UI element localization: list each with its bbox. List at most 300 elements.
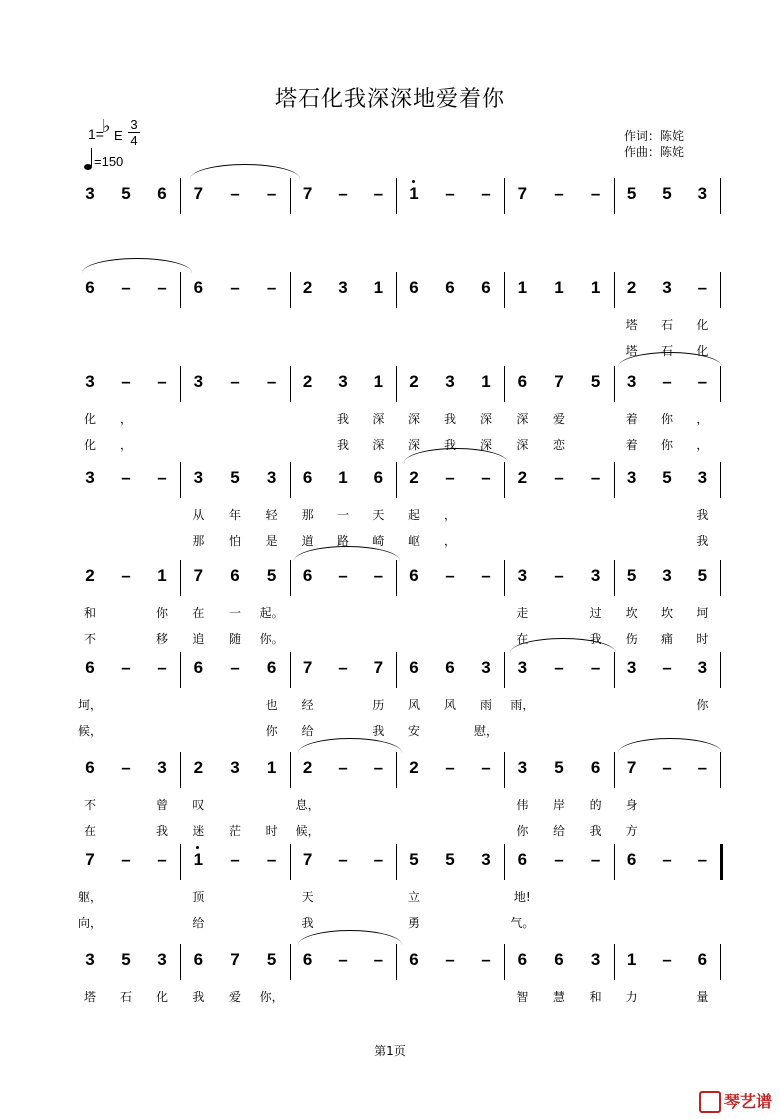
note: 7 (302, 184, 313, 203)
note: 3 (157, 758, 167, 777)
dash: – (266, 372, 277, 391)
lyric-syllable: 顶 (192, 890, 205, 904)
lyric-syllable: ， (696, 438, 709, 452)
dash: – (157, 468, 167, 487)
dash: – (373, 566, 384, 585)
note: 3 (85, 372, 95, 391)
note: 3 (193, 468, 204, 487)
note: 3 (697, 184, 708, 203)
note: 6 (230, 566, 240, 585)
note: 5 (121, 950, 131, 969)
lyric-syllable: 在 (192, 606, 205, 620)
bar-line (504, 652, 505, 688)
score-row (0, 178, 780, 218)
lyric-syllable: 时 (265, 824, 278, 838)
note: 3 (626, 658, 637, 677)
score-row (0, 560, 780, 600)
bar-line (720, 752, 721, 788)
lyric-syllable: 我 (696, 508, 709, 522)
dash: – (481, 758, 491, 777)
dash: – (662, 758, 672, 777)
note: 1 (481, 372, 491, 391)
note: 3 (697, 658, 708, 677)
lyric-syllable: 量 (696, 990, 709, 1004)
tie-slur (190, 164, 300, 179)
dash: – (373, 950, 384, 969)
dash: – (662, 950, 672, 969)
score-row (0, 272, 780, 312)
dash: – (266, 278, 277, 297)
lyric-syllable: 安 (407, 724, 420, 738)
note: 1 (373, 372, 384, 391)
lyric-syllable: 你 (516, 824, 529, 838)
score-row (0, 462, 780, 502)
dash: – (481, 184, 491, 203)
flat-symbol: ♭ (102, 116, 111, 136)
lyric-syllable: 智 (516, 990, 529, 1004)
lyric-syllable: 给 (301, 724, 314, 738)
note: 6 (554, 950, 564, 969)
tie-slur (82, 258, 192, 273)
bar-line (180, 178, 181, 214)
lyric-syllable: 坷 (696, 606, 709, 620)
lyric-syllable: 我 (696, 534, 709, 548)
bar-line (504, 752, 505, 788)
dash: – (445, 758, 455, 777)
note: 5 (409, 850, 419, 869)
bar-line (504, 560, 505, 596)
note: 5 (266, 566, 277, 585)
note: 2 (302, 758, 313, 777)
note: 5 (590, 372, 601, 391)
lyric-syllable: 坷， (77, 698, 102, 712)
lyric-syllable: 和 (589, 990, 602, 1004)
note: 6 (85, 658, 95, 677)
lyric-syllable: 深 (479, 438, 492, 452)
lyric-syllable: 躯， (77, 890, 102, 904)
note: 5 (554, 758, 564, 777)
lyric-syllable: 我 (192, 990, 205, 1004)
note: 3 (85, 468, 95, 487)
note: 3 (338, 278, 348, 297)
lyric-syllable: 爱 (552, 412, 565, 426)
note: 2 (85, 566, 95, 585)
note: 5 (445, 850, 455, 869)
note: 7 (554, 372, 564, 391)
dash: – (157, 372, 167, 391)
note: 3 (445, 372, 455, 391)
note: 3 (85, 184, 95, 203)
lyric-syllable: 过 (589, 606, 602, 620)
lyric-syllable: 力 (625, 990, 638, 1004)
lyric-syllable: 天 (372, 508, 385, 522)
bar-line (396, 944, 397, 980)
note: 3 (697, 468, 708, 487)
lyric-syllable: 和 (83, 606, 96, 620)
bar-line (290, 462, 291, 498)
lyric-syllable: 道 (301, 534, 314, 548)
lyric-syllable: 深 (372, 438, 385, 452)
dash: – (481, 468, 491, 487)
lyric-syllable: 深 (407, 412, 420, 426)
note: 6 (590, 758, 601, 777)
lyric-syllable: 你 (660, 438, 673, 452)
lyric-syllable: 方 (625, 824, 638, 838)
page-number: 第1页 (374, 1044, 406, 1058)
note: 6 (193, 950, 204, 969)
lyric-syllable: 经 (301, 698, 314, 712)
lyric-syllable: 身 (625, 798, 638, 812)
note: 1 (186, 850, 210, 870)
bar-line (614, 944, 615, 980)
note: 3 (590, 566, 601, 585)
note: 3 (662, 278, 672, 297)
note: 7 (193, 566, 204, 585)
bar-line (180, 560, 181, 596)
time-signature (128, 118, 140, 147)
lyric-syllable: 深 (516, 438, 529, 452)
bar-line (180, 752, 181, 788)
dash: – (373, 184, 384, 203)
site-logo (699, 1089, 772, 1114)
bar-line (396, 844, 397, 880)
dash: – (590, 850, 601, 869)
bar-line (396, 752, 397, 788)
lyric-syllable: 痛 (660, 632, 673, 646)
bar-line (504, 178, 505, 214)
note: 6 (302, 950, 313, 969)
note: 6 (409, 278, 419, 297)
bar-line (180, 366, 181, 402)
note: 5 (662, 184, 672, 203)
lyric-syllable: 候， (77, 724, 102, 738)
lyric-syllable: 走 (516, 606, 529, 620)
lyric-syllable: 我 (336, 438, 349, 452)
lyric-syllable: 深 (372, 412, 385, 426)
tempo-marking: =150 (94, 154, 124, 169)
bar-line (614, 272, 615, 308)
note: 6 (193, 278, 204, 297)
dash: – (445, 950, 455, 969)
dash: – (481, 566, 491, 585)
lyric-syllable: 我 (443, 438, 456, 452)
note: 1 (402, 184, 426, 204)
dash: – (230, 850, 240, 869)
dash: – (697, 850, 708, 869)
note: 7 (85, 850, 95, 869)
dash: – (338, 758, 348, 777)
note: 2 (626, 278, 637, 297)
note: 7 (517, 184, 528, 203)
note: 2 (409, 372, 419, 391)
lyric-syllable: 我 (589, 824, 602, 838)
bar-line (720, 652, 721, 688)
lyric-syllable: 深 (407, 438, 420, 452)
dash: – (590, 468, 601, 487)
note: 5 (697, 566, 708, 585)
note: 6 (626, 850, 637, 869)
lyric-syllable: 我 (443, 412, 456, 426)
bar-line (504, 272, 505, 308)
lyric-syllable: 化 (155, 990, 168, 1004)
bar-line (614, 844, 615, 880)
note: 6 (517, 950, 528, 969)
composer: 作曲：陈姹 (624, 145, 685, 159)
note: 3 (517, 758, 528, 777)
lyric-syllable: ， (119, 412, 132, 426)
lyric-syllable: ， (696, 412, 709, 426)
dash: – (554, 468, 564, 487)
lyric-syllable: 一 (336, 508, 349, 522)
bar-line (720, 944, 721, 980)
lyric-syllable: ， (443, 508, 456, 522)
note: 6 (445, 278, 455, 297)
lyric-syllable: 风 (407, 698, 420, 712)
note: 3 (517, 658, 528, 677)
bar-line (396, 652, 397, 688)
note: 3 (230, 758, 240, 777)
note: 6 (85, 278, 95, 297)
note: 3 (85, 950, 95, 969)
bar-line (396, 178, 397, 214)
lyric-syllable: 你 (696, 698, 709, 712)
dash: – (590, 658, 601, 677)
lyric-syllable: 气。 (510, 916, 535, 930)
meter-top: 3 (130, 117, 138, 132)
note: 6 (445, 658, 455, 677)
lyric-syllable: 岸 (552, 798, 565, 812)
lyric-syllable: 起。 (259, 606, 284, 620)
lyric-syllable: 崎 (372, 534, 385, 548)
note: 5 (266, 950, 277, 969)
lyric-syllable: 一 (228, 606, 241, 620)
lyric-syllable: 化 (83, 438, 96, 452)
lyric-syllable: 塔 (625, 318, 638, 332)
lyric-syllable: 岖 (407, 534, 420, 548)
note: 7 (626, 758, 637, 777)
lyric-syllable: 我 (372, 724, 385, 738)
note: 2 (302, 372, 313, 391)
lyric-syllable: 深 (479, 412, 492, 426)
song-title: 塔石化我深深地爱着你 (274, 87, 505, 112)
dash: – (554, 658, 564, 677)
lyric-syllable: 移 (155, 632, 168, 646)
dash: – (697, 278, 708, 297)
key-signature (88, 116, 123, 143)
dash: – (662, 372, 672, 391)
dash: – (697, 758, 708, 777)
bar-line (290, 752, 291, 788)
lyric-syllable: 我 (155, 824, 168, 838)
bar-line (396, 272, 397, 308)
lyric-syllable: 雨 (479, 698, 492, 712)
note: 3 (481, 658, 491, 677)
dash: – (590, 184, 601, 203)
dash: – (121, 278, 131, 297)
bar-line (290, 366, 291, 402)
dash: – (373, 758, 384, 777)
note: 5 (626, 184, 637, 203)
dash: – (481, 950, 491, 969)
bar-line (396, 560, 397, 596)
lyric-syllable: 给 (552, 824, 565, 838)
lyric-syllable: 起 (407, 508, 420, 522)
bar-line (614, 178, 615, 214)
lyric-syllable: 坎 (660, 606, 673, 620)
dash: – (230, 658, 240, 677)
lyric-syllable: 恋 (552, 438, 565, 452)
lyric-syllable: 着 (625, 412, 638, 426)
bar-line (180, 272, 181, 308)
bar-line (720, 178, 721, 214)
dash: – (373, 850, 384, 869)
lyricist: 作词：陈姹 (624, 129, 685, 143)
note: 6 (409, 566, 419, 585)
lyric-syllable: 地! (513, 890, 531, 904)
bar-line (290, 272, 291, 308)
note: 3 (338, 372, 348, 391)
lyric-syllable: 石 (119, 990, 132, 1004)
lyric-syllable: 在 (83, 824, 96, 838)
note: 6 (302, 468, 313, 487)
note: 2 (302, 278, 313, 297)
bar-line (290, 944, 291, 980)
lyric-syllable: 给 (192, 916, 205, 930)
note: 3 (481, 850, 491, 869)
piano-logo-icon (699, 1091, 721, 1113)
dash: – (121, 658, 131, 677)
key-prefix: 1= (88, 126, 104, 142)
bar-line (720, 462, 721, 498)
dash: – (338, 566, 348, 585)
lyric-syllable: 不 (83, 632, 96, 646)
dash: – (266, 184, 277, 203)
bar-line (720, 560, 721, 596)
dash: – (121, 850, 131, 869)
bar-line (614, 652, 615, 688)
lyric-syllable: 化 (696, 344, 709, 358)
bar-line (614, 462, 615, 498)
bar-line (614, 366, 615, 402)
note: 3 (590, 950, 601, 969)
lyric-syllable: 候， (295, 824, 320, 838)
lyric-syllable: 勇 (407, 916, 420, 930)
dash: – (445, 566, 455, 585)
bar-line (396, 462, 397, 498)
dash: – (121, 566, 131, 585)
bar-line (290, 844, 291, 880)
lyric-syllable: 你 (155, 606, 168, 620)
note: 7 (302, 658, 313, 677)
dash: – (230, 372, 240, 391)
dash: – (157, 658, 167, 677)
lyric-syllable: 追 (192, 632, 205, 646)
bar-line (614, 752, 615, 788)
lyric-syllable: 时 (696, 632, 709, 646)
bar-line (504, 462, 505, 498)
lyric-syllable: 叹 (192, 798, 205, 812)
note: 7 (302, 850, 313, 869)
note: 5 (662, 468, 672, 487)
lyric-syllable: 年 (228, 508, 241, 522)
lyric-syllable: 茫 (228, 824, 241, 838)
dash: – (554, 566, 564, 585)
note: 6 (517, 850, 528, 869)
bar-line (720, 366, 721, 402)
lyric-syllable: 化 (696, 318, 709, 332)
dash: – (157, 278, 167, 297)
lyric-syllable: 石 (660, 344, 673, 358)
dash: – (121, 758, 131, 777)
key-note: E (114, 128, 123, 143)
quarter-note-icon (84, 144, 94, 172)
note: 1 (157, 566, 167, 585)
note: 5 (626, 566, 637, 585)
note: 6 (409, 658, 419, 677)
bar-line (504, 366, 505, 402)
lyric-syllable: 在 (516, 632, 529, 646)
note: 2 (193, 758, 204, 777)
bar-line (614, 560, 615, 596)
lyric-syllable: 那 (301, 508, 314, 522)
note: 7 (230, 950, 240, 969)
note: 6 (193, 658, 204, 677)
lyric-syllable: 我 (589, 632, 602, 646)
note: 6 (373, 468, 384, 487)
note: 6 (481, 278, 491, 297)
note: 1 (554, 278, 564, 297)
lyric-syllable: 向， (77, 916, 102, 930)
score-row (0, 366, 780, 406)
bar-line (290, 178, 291, 214)
bar-line (180, 652, 181, 688)
bar-line (180, 844, 181, 880)
dash: – (230, 184, 240, 203)
dash: – (338, 950, 348, 969)
score-row (0, 944, 780, 984)
lyric-syllable: 路 (336, 534, 349, 548)
note: 6 (266, 658, 277, 677)
note: 3 (626, 372, 637, 391)
dash: – (445, 468, 455, 487)
lyric-syllable: 着 (625, 438, 638, 452)
note: 7 (373, 658, 384, 677)
bar-line (290, 560, 291, 596)
dash: – (266, 850, 277, 869)
lyric-syllable: 不 (83, 798, 96, 812)
lyric-syllable: 那 (192, 534, 205, 548)
note: 6 (302, 566, 313, 585)
note: 1 (590, 278, 601, 297)
dash: – (338, 850, 348, 869)
bar-line (180, 462, 181, 498)
lyric-syllable: 你 (265, 724, 278, 738)
lyric-syllable: 塔 (625, 344, 638, 358)
bar-line (720, 844, 723, 880)
note: 3 (626, 468, 637, 487)
credits (624, 128, 684, 160)
lyric-syllable: ， (119, 438, 132, 452)
bar-line (720, 272, 721, 308)
lyric-syllable: 化 (83, 412, 96, 426)
note: 3 (266, 468, 277, 487)
lyric-syllable: 怕 (228, 534, 241, 548)
lyric-syllable: 轻 (265, 508, 278, 522)
dash: – (554, 850, 564, 869)
note: 1 (266, 758, 277, 777)
note: 2 (409, 468, 419, 487)
note: 1 (626, 950, 637, 969)
